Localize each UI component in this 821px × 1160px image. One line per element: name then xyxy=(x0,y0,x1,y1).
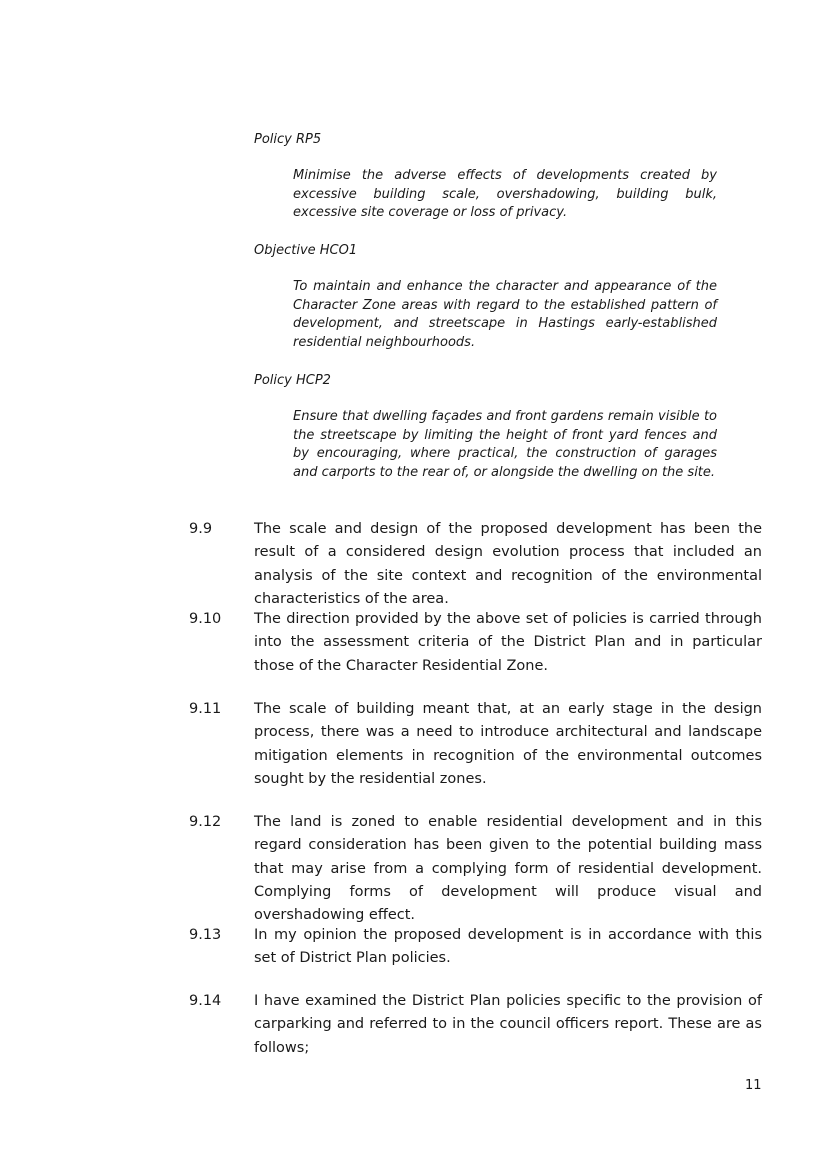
paragraph-number: 9.9 xyxy=(189,521,213,537)
paragraph-number: 9.12 xyxy=(189,814,222,830)
policy-text-hcp2: Ensure that dwelling façades and front gardens remain visible to the streetscape by limiting the height of front yard fences and by encouraging, where practical, the construction of garages and carports to the rear of, or alongside the dwelling on the site. xyxy=(293,409,717,480)
paragraph-text: The scale of building meant that, at an early stage in the design process, there was a need to introduce architectural and landscape mitigation elements in recognition of the environmental outcomes sought by the residential zones. xyxy=(254,701,762,787)
policy-text-rp5: Minimise the adverse effects of developments created by excessive building scale, overshadowing, building bulk, excessive site coverage or loss of privacy. xyxy=(293,168,717,220)
policy-heading-rp5: Policy RP5 xyxy=(254,132,322,147)
paragraph-text: The land is zoned to enable residential development and in this regard consideration has been given to the potential building mass that may arise from a complying form of residential development. Complying forms of development will produce visual and overshadowing effect. xyxy=(254,814,762,924)
policy-heading-hcp2: Policy HCP2 xyxy=(254,373,331,388)
objective-heading-hco1: Objective HCO1 xyxy=(254,243,358,258)
paragraph-text: The scale and design of the proposed development has been the result of a considered design evolution process that included an analysis of the site context and recognition of the environmental characteristics of the area. xyxy=(254,521,762,607)
objective-text-hco1: To maintain and enhance the character and appearance of the Character Zone areas with regard to the established pattern of development, and streetscape in Hastings early-established residential neighbourhoods. xyxy=(293,279,717,350)
paragraph-number: 9.13 xyxy=(189,927,222,943)
paragraph-number: 9.10 xyxy=(189,611,222,627)
paragraph-number: 9.14 xyxy=(189,993,222,1009)
paragraph-text: The direction provided by the above set of policies is carried through into the assessment criteria of the District Plan and in particular those of the Character Residential Zone. xyxy=(254,611,762,674)
paragraph-text: In my opinion the proposed development is in accordance with this set of District Plan policies. xyxy=(254,927,762,967)
page-number: 11 xyxy=(745,1078,762,1093)
paragraph-text: I have examined the District Plan policies specific to the provision of carparking and referred to in the council officers report. These are as follows; xyxy=(254,993,762,1056)
paragraph-number: 9.11 xyxy=(189,701,222,717)
